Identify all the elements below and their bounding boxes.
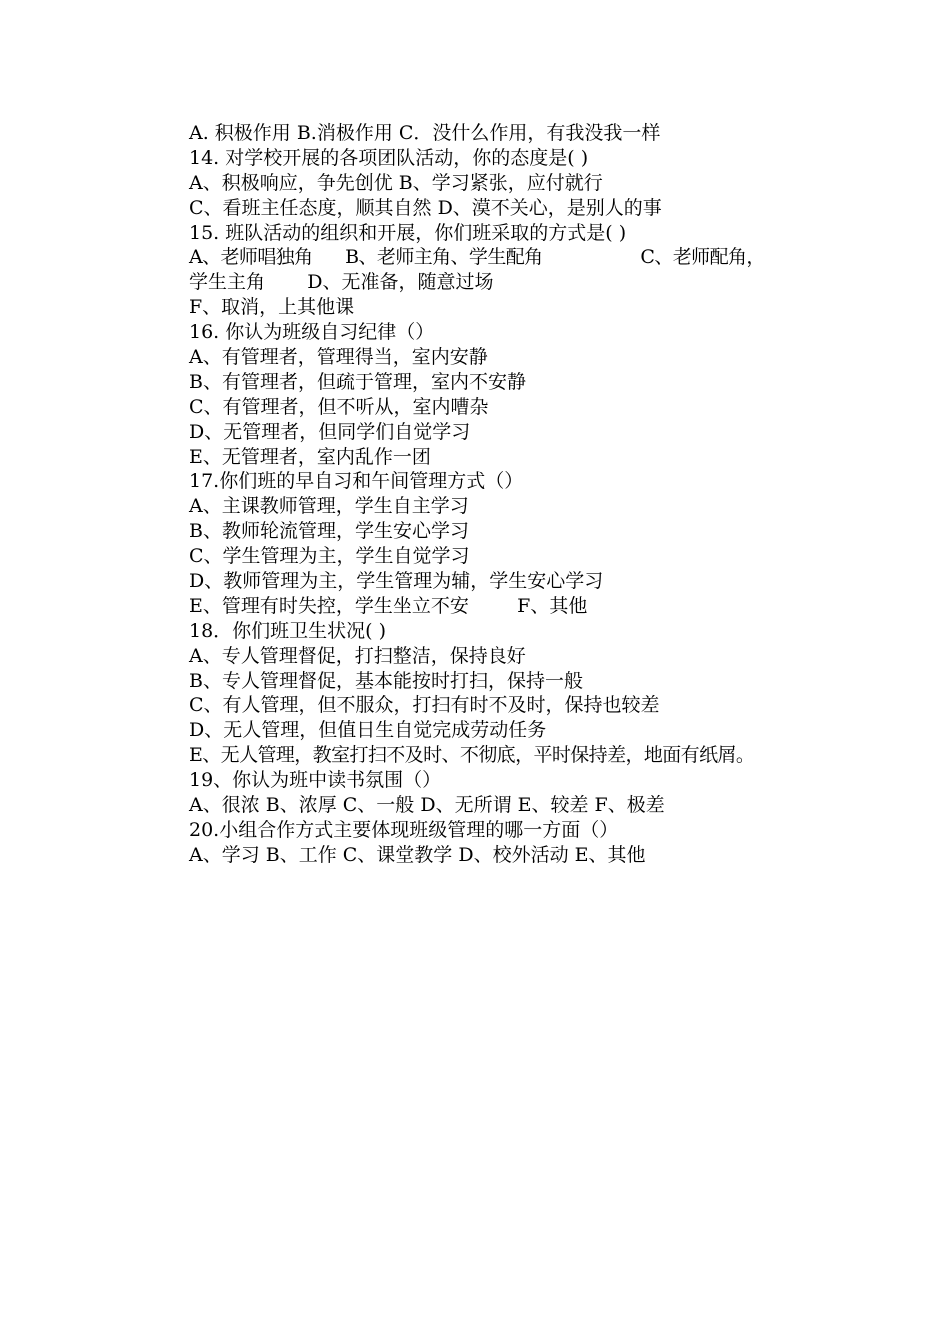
questionnaire-text — [189, 121, 829, 868]
question-19: 19、你认为班中读书氛围（） — [189, 769, 442, 792]
question-17: 17.你们班的早自习和午间管理方式（） — [189, 470, 524, 493]
option-q17-d: D、教师管理为主，学生管理为辅，学生安心学习 — [189, 570, 604, 593]
question-15: 15. 班队活动的组织和开展，你们班采取的方式是( ) — [189, 221, 627, 244]
option-q18-e: E、无人管理，教室打扫不及时、不彻底，平时保持差，地面有纸屑。 — [189, 744, 755, 767]
option-q18-b: B、专人管理督促，基本能按时打扫，保持一般 — [189, 669, 583, 692]
option-q17-ef: E、管理有时失控，学生坐立不安 F、其他 — [189, 594, 588, 617]
options-q15-line1: A、老师唱独角 B、老师主角、学生配角 C、老师配角， — [189, 246, 765, 269]
option-q16-d: D、无管理者，但同学们自觉学习 — [189, 420, 471, 443]
options-q15-line3: F、取消，上其他课 — [189, 296, 355, 319]
option-q18-c: C、有人管理，但不服众，打扫有时不及时，保持也较差 — [189, 694, 660, 717]
options-q20: A、学习 B、工作 C、课堂教学 D、校外活动 E、其他 — [189, 843, 646, 866]
option-q17-a: A、主课教师管理，学生自主学习 — [189, 495, 469, 518]
option-q17-b: B、教师轮流管理，学生安心学习 — [189, 520, 469, 543]
options-q13: A. 积极作用 B.消极作用 C．没什么作用，有我没我一样 — [189, 122, 661, 144]
option-q16-c: C、有管理者，但不听从，室内嘈杂 — [189, 395, 489, 418]
question-14: 14. 对学校开展的各项团队活动，你的态度是( ) — [189, 146, 589, 169]
question-20: 20.小组合作方式主要体现班级管理的哪一方面（） — [189, 818, 619, 841]
options-q14-line1: A、积极响应，争先创优 B、学习紧张，应付就行 — [189, 171, 603, 194]
option-q16-a: A、有管理者，管理得当，室内安静 — [189, 346, 488, 369]
question-16: 16. 你认为班级自习纪律（） — [189, 321, 435, 344]
option-q18-d: D、无人管理，但值日生自觉完成劳动任务 — [189, 719, 547, 742]
options-q14-line2: C、看班主任态度，顺其自然 D、漠不关心，是别人的事 — [189, 196, 662, 219]
option-q16-b: B、有管理者，但疏于管理，室内不安静 — [189, 370, 526, 393]
options-q15-line2: 学生主角 D、无准备，随意过场 — [189, 271, 494, 294]
option-q17-c: C、学生管理为主，学生自觉学习 — [189, 545, 470, 568]
options-q19: A、很浓 B、浓厚 C、一般 D、无所谓 E、较差 F、极差 — [189, 794, 665, 817]
question-18: 18．你们班卫生状况( ) — [189, 619, 387, 642]
option-q18-a: A、专人管理督促，打扫整洁，保持良好 — [189, 644, 526, 667]
option-q16-e: E、无管理者，室内乱作一团 — [189, 445, 431, 468]
